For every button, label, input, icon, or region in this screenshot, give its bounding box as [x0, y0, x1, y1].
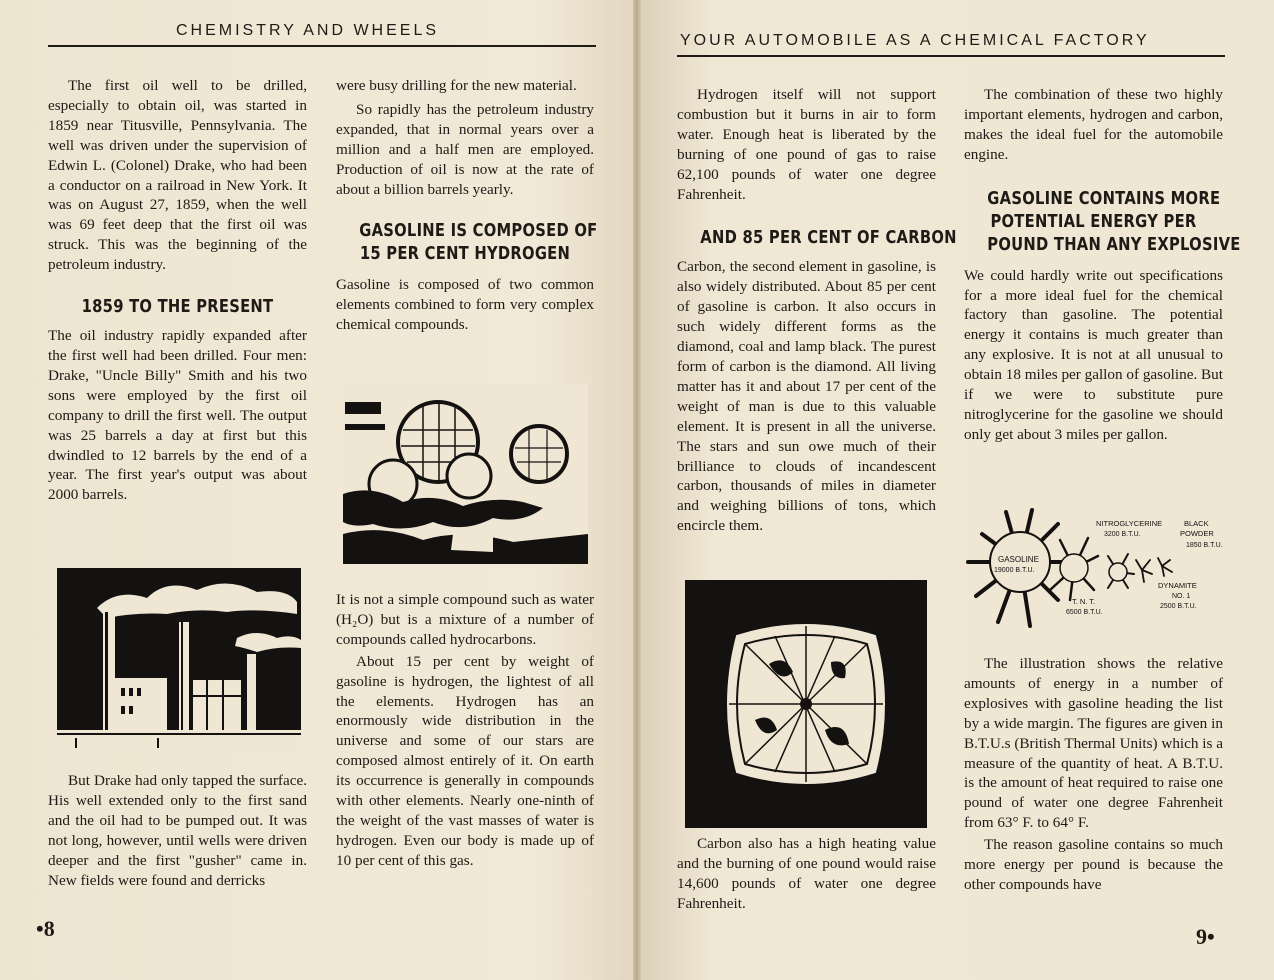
paragraph-reason-more-energy: The reason gasoline contains so much more energy per pound is because the other compounds have	[964, 836, 1223, 893]
label-tnt-btu: 6500 B.T.U.	[1066, 609, 1103, 616]
diamond-illustration	[685, 580, 927, 828]
right-header-rule	[677, 55, 1225, 57]
label-nitroglycerine-btu: 3200 B.T.U.	[1104, 531, 1141, 538]
heading-gasoline-energy-line3: POUND THAN ANY EXPLOSIVE	[987, 233, 1241, 255]
label-powder: POWDER	[1180, 529, 1214, 538]
left-column-2-bottom	[336, 590, 594, 871]
left-column-2	[336, 76, 598, 335]
paragraph-two-elements: Gasoline is composed of two common elements combined to form very complex chemical compounds.	[336, 276, 594, 334]
right-column-1-bottom	[677, 834, 936, 914]
left-header-rule	[48, 45, 596, 47]
paragraph-industry-expanded: The oil industry rapidly expanded after the first well had been drilled. Four men: Drake, "Uncle Billy" Smith and his two sons were employed by the first oil company to drill the first well. The output was 25 barrels a day at first but this dwindled to 12 barrels by the end of a year. The first year's output was about 2000 barrels.	[48, 327, 307, 504]
paragraph-carbon-heating-value: Carbon also has a high heating value and the burning of one pound would raise 14,600 pounds of water one degree Fahrenheit.	[677, 835, 936, 912]
label-nitroglycerine: NITROGLYCERINE	[1096, 519, 1163, 528]
page-number-8: •8	[36, 916, 55, 941]
right-column-2	[964, 85, 1241, 445]
paragraph-first-oil-well: The first oil well to be drilled, especially to obtain oil, was started in 1859 near Titusville, Pennsylvania. The well was driven under the supervision of Edwin L. (Colonel) Drake, who had been a conductor on a railroad in New York. It was on August 27, 1859, when the well was 69 feet deep that the first oil was struck. This was the beginning of the petroleum industry.	[48, 77, 307, 274]
paragraph-busy-drilling: were busy drilling for the new material.	[336, 77, 577, 94]
left-column-1	[48, 76, 307, 505]
heading-gasoline-energy-line2: POTENTIAL ENERGY PER	[990, 210, 1197, 232]
paragraph-carbon-distribution: Carbon, the second element in gasoline, is also widely distributed. About 85 per cent of gasoline is carbon. It also occurs in such widely different forms as the diamond, coal and lamp black. The purest form of carbon is the diamond. All living matter has it and about 17 per cent of the weight of man is due to this valuable element. It is present in all the universe. The stars and sun owe much of their brilliance to clouds of incandescent carbon, thousands of miles in diameter and weighing billions of tons, which encircle them.	[677, 258, 936, 535]
paragraph-rapid-expansion: So rapidly has the petroleum industry expanded, that in normal years over a million and a half men are employed. Production of oil is now at the rate of about a billion barrels yearly.	[336, 100, 594, 198]
label-dynamite-no1: NO. 1	[1172, 593, 1191, 600]
right-column-2-bottom	[964, 654, 1223, 895]
paragraph-hydrogen-percentage: About 15 per cent by weight of gasoline is hydrogen, the lightest of all the elements. Hydrogen has an enormously wide distribution in the universe and some of our stars are composed almost entirely of it. On earth its occurrence is generally in compounds with other elements. Nearly one-ninth of the weight of the vast masses of water is hydrogen. Even our body is made up of 10 per cent of this gas.	[336, 652, 594, 869]
refinery-illustration	[57, 568, 301, 752]
paragraph-not-simple-compound: It is not a simple compound such as water (H₂O) but is a mixture of a number of compounds called hydrocarbons.	[336, 591, 594, 648]
heading-1859-to-present: 1859 TO THE PRESENT	[81, 296, 274, 318]
page-number-9: 9•	[1196, 924, 1215, 949]
right-running-head: YOUR AUTOMOBILE AS A CHEMICAL FACTORY	[680, 32, 1150, 49]
heading-85-per-cent-carbon: AND 85 PER CENT OF CARBON	[700, 227, 957, 249]
heading-gasoline-composed-line2: 15 PER CENT HYDROGEN	[359, 243, 571, 265]
paragraph-ideal-fuel: We could hardly write out specifications for a more ideal fuel for the chemical factory than gasoline. The potential energy it contains is much greater than any explosive. It is not at all unusual to obtain 18 miles per gallon of gasoline. But if we were to substitute pure nitroglycerine for the gasoline we should only get about 3 miles per gallon.	[964, 266, 1223, 443]
label-tnt: T. N. T.	[1072, 597, 1096, 606]
label-black-powder-btu: 1850 B.T.U.	[1186, 542, 1223, 549]
paragraph-combination: The combination of these two highly important elements, hydrogen and carbon, makes the ideal fuel for the automobile engine.	[964, 86, 1223, 163]
label-black: BLACK	[1184, 519, 1209, 528]
right-column-1	[677, 85, 957, 536]
paragraph-hydrogen-combustion: Hydrogen itself will not support combustion but it burns in air to form water. Enough heat is liberated by the burning of one pound of gas to raise 62,100 pounds of water one degree Fahrenheit.	[677, 86, 936, 203]
energy-comparison-illustration	[962, 504, 1224, 634]
heading-gasoline-composed-line1: GASOLINE IS COMPOSED OF	[359, 220, 598, 242]
paragraph-drake-tapped-surface: But Drake had only tapped the surface. His well extended only to the first sand and the oil had to be pumped out. It was not long, however, until wells were driven deeper and the first "gusher" came in. New fields were found and derricks	[48, 772, 307, 889]
heading-gasoline-energy-line1: GASOLINE CONTAINS MORE	[987, 187, 1221, 209]
left-column-1-bottom	[48, 771, 307, 890]
left-running-head: CHEMISTRY AND WHEELS	[176, 22, 440, 39]
label-dynamite: DYNAMITE	[1158, 581, 1197, 590]
balloons-illustration	[343, 384, 588, 564]
book-gutter	[633, 0, 641, 980]
label-dynamite-btu: 2500 B.T.U.	[1160, 603, 1197, 610]
label-gasoline: GASOLINE	[998, 555, 1039, 564]
label-gasoline-btu: 19000 B.T.U.	[994, 567, 1035, 574]
paragraph-illustration-explains: The illustration shows the relative amounts of energy in a number of explosives with gasoline heading the list by a wide margin. The figures are given in B.T.U.s (British Thermal Units) which is a measure of the quantity of heat. A B.T.U. is the amount of heat required to raise one pound of water one degree Fahrenheit from 63° F. to 64° F.	[964, 655, 1223, 832]
